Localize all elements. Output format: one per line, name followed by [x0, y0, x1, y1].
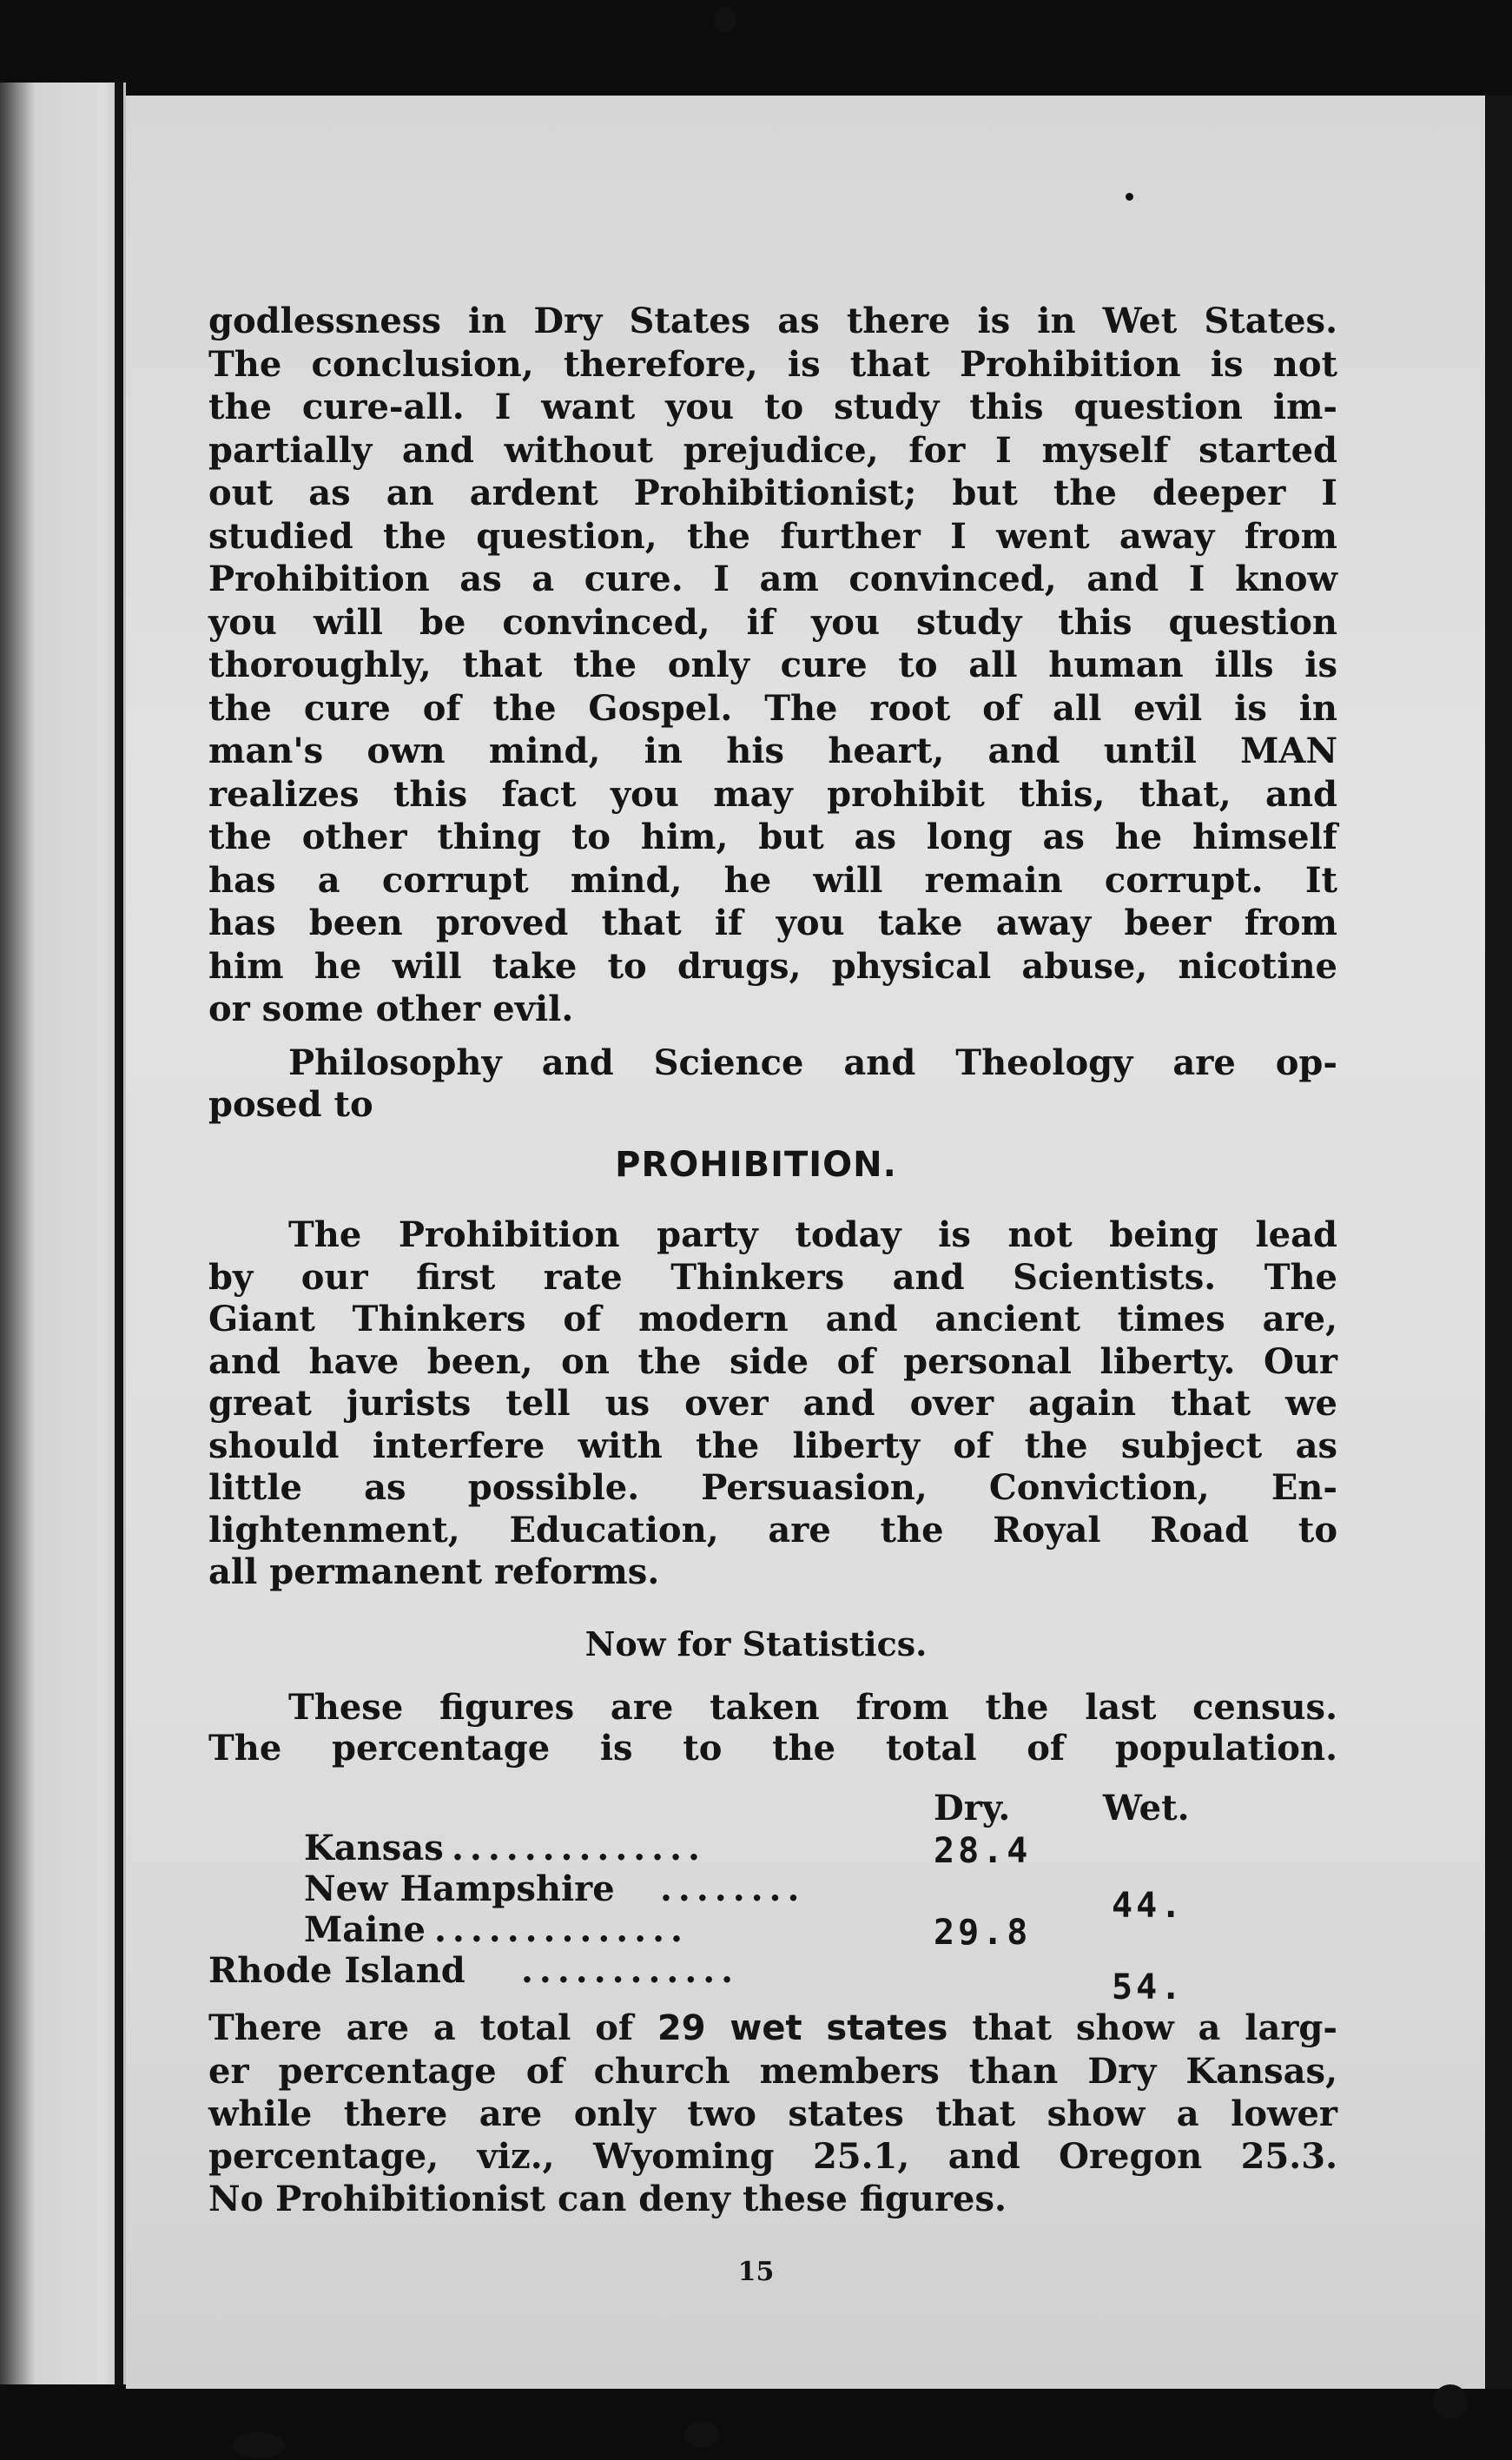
text-line: you will be convinced, if you study this question: [208, 601, 1337, 643]
text-line: out as an ardent Prohibitionist; but the deeper I: [208, 473, 1337, 513]
wet-value: 44.: [1112, 1886, 1185, 1926]
body-paragraph-4: [208, 1687, 1337, 1769]
text-line: the cure of the Gospel. The root of all evil is in: [208, 687, 1337, 729]
section-heading-prohibition: PROHIBITION.: [615, 1145, 897, 1185]
emphasized-text: 29 wet states: [657, 2008, 948, 2048]
scan-speck: [1433, 2384, 1468, 2419]
text-line: The conclusion, therefore, is that Prohibition is not: [208, 343, 1337, 385]
text-run: that show a larg-: [947, 2007, 1337, 2048]
text-line: has a corrupt mind, he will remain corrupt. It: [208, 859, 1337, 901]
text-line: er percentage of church members than Dry Kansas,: [208, 2051, 1337, 2092]
text-line: The percentage is to the total of population.: [208, 1728, 1337, 1769]
text-run: There are a total of: [208, 2007, 657, 2048]
text-line: by our first rate Thinkers and Scientists. The: [208, 1256, 1337, 1298]
state-name: Kansas: [304, 1828, 444, 1868]
text-line: the other thing to him, but as long as he himself: [208, 817, 1337, 857]
scan-speck: [714, 7, 736, 33]
table-row: [208, 1828, 1251, 1871]
body-paragraph-1: [208, 300, 1337, 1031]
statistics-table: [208, 1788, 1251, 2007]
text-line: Philosophy and Science and Theology are op-: [288, 1042, 1337, 1083]
text-line: partially and without prejudice, for I myself started: [208, 429, 1337, 471]
text-line: the cure-all. I want you to study this question im-: [208, 387, 1337, 427]
text-line: Giant Thinkers of modern and ancient times are,: [208, 1299, 1337, 1339]
text-line: lightenment, Education, are the Royal Road to: [208, 1509, 1337, 1551]
state-name: Rhode Island: [208, 1950, 465, 1991]
body-paragraph-3: [208, 1214, 1337, 1594]
dry-value: 28.4: [934, 1831, 1032, 1871]
text-line: should interfere with the liberty of the subject as: [208, 1425, 1337, 1466]
text-line: godlessness in Dry States as there is in Wet States.: [208, 301, 1337, 341]
dry-value: 29.8: [934, 1913, 1032, 1953]
text-line: great jurists tell us over and over again that we: [208, 1383, 1337, 1424]
text-line: No Prohibitionist can deny these figures.: [208, 2179, 1007, 2219]
text-line: realizes this fact you may prohibit this, that, and: [208, 773, 1337, 815]
text-line: or some other evil.: [208, 989, 574, 1029]
text-line: him he will take to drugs, physical abuse, nicotine: [208, 945, 1337, 987]
text-line: has been proved that if you take away beer from: [208, 903, 1337, 943]
body-paragraph-2: [208, 1042, 1337, 1126]
page-number: 15: [737, 2257, 775, 2287]
state-name: New Hampshire: [304, 1868, 615, 1909]
page-right-edge: [1485, 96, 1512, 2389]
state-name: Maine: [304, 1909, 426, 1950]
book-gutter: [115, 83, 123, 2384]
text-line: man's own mind, in his heart, and until MAN: [208, 731, 1337, 771]
text-line: all permanent reforms.: [208, 1551, 660, 1592]
text-line: The Prohibition party today is not being lead: [288, 1214, 1337, 1255]
scan-speck: [1126, 193, 1133, 201]
text-line: percentage, viz., Wyoming 25.1, and Oregon 25.3.: [208, 2136, 1337, 2177]
text-line: posed to: [208, 1084, 373, 1125]
adjacent-page-edge: [0, 83, 126, 2384]
table-row: [208, 1909, 1251, 1953]
body-paragraph-5: [208, 2007, 1337, 2220]
text-line: Prohibition as a cure. I am convinced, and I know: [208, 559, 1337, 599]
table-row: [208, 1868, 1251, 1926]
text-line: [208, 2007, 1337, 2050]
leader-dots: ..............: [452, 1828, 706, 1868]
table-row: [208, 1950, 1251, 2007]
scan-speck: [684, 2422, 719, 2448]
column-header-wet: Wet.: [1103, 1788, 1190, 1828]
text-line: little as possible. Persuasion, Conviction, En-: [208, 1467, 1337, 1508]
wet-value: 54.: [1112, 1967, 1185, 2007]
text-line: studied the question, the further I went away from: [208, 515, 1337, 557]
leader-dots: ..............: [434, 1909, 689, 1950]
section-heading-statistics: Now for Statistics.: [584, 1624, 928, 1663]
text-line: and have been, on the side of personal liberty. Our: [208, 1340, 1337, 1382]
statistics-header: [208, 1788, 1251, 1828]
text-line: while there are only two states that show a lower: [208, 2093, 1337, 2134]
column-header-dry: Dry.: [934, 1788, 1011, 1828]
leader-dots: ........: [660, 1868, 806, 1909]
leader-dots: ............: [521, 1950, 740, 1991]
scan-speck: [233, 2432, 285, 2458]
text-line: thoroughly, that the only cure to all human ills is: [208, 645, 1337, 685]
text-line: These figures are taken from the last census.: [288, 1687, 1337, 1728]
